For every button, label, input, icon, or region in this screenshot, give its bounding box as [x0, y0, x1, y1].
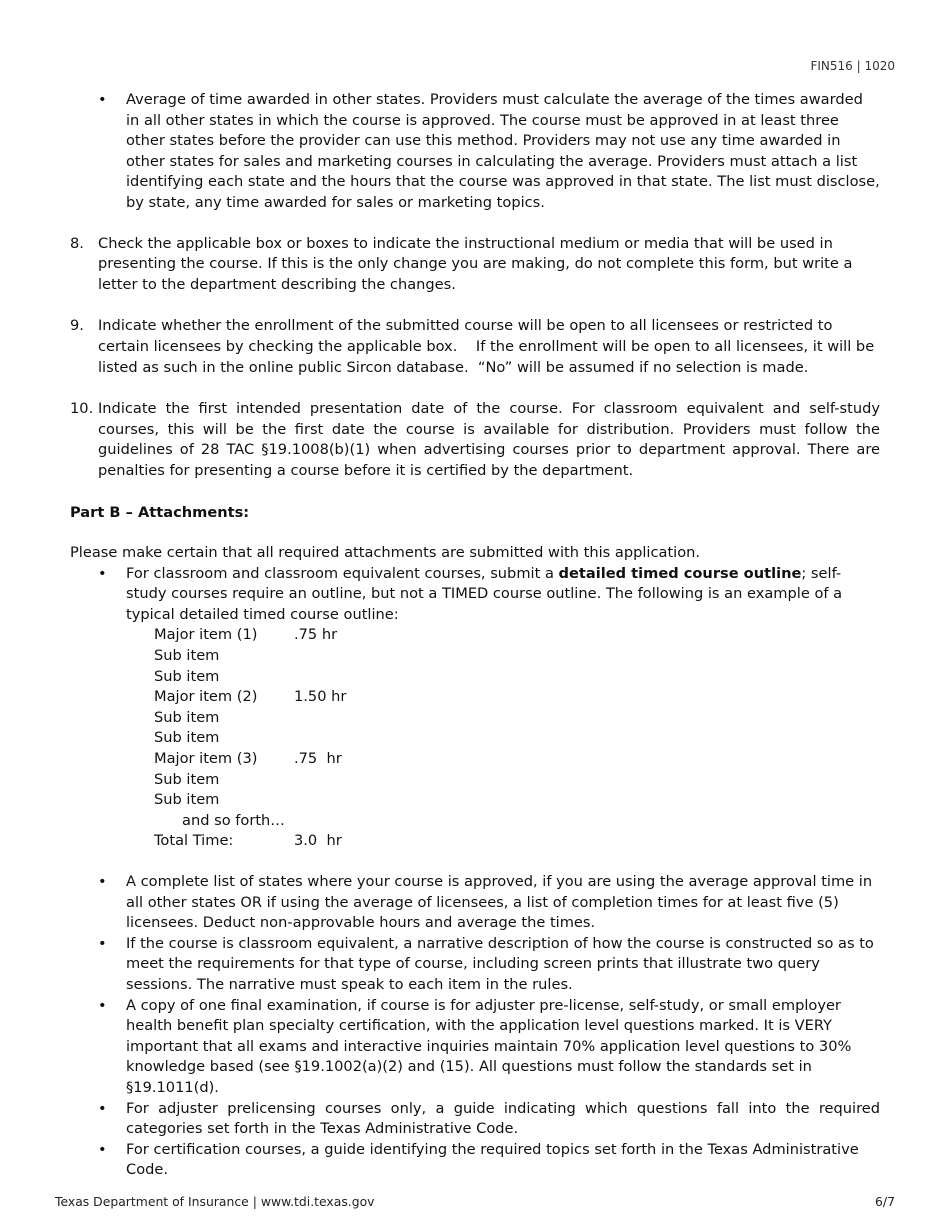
document-body: [70, 90, 880, 1181]
item-text: Indicate whether the enrollment of the submitted course will be open to all licensees or restricted to certain licensees by checking the applicable box. If the enrollment will be open to all licensees, it will be listed as such in the online public Sircon database. “No” will be assumed if no selection is made.: [98, 317, 879, 376]
bullet-final-exam: • A copy of one final examination, if course is for adjuster pre-license, self-study, or small employer health benefit plan specialty certification, with the application level questions marked. It is VERY important that all exams and interactive inquiries maintain 70% application level questions to 30% knowledge based (see §19.1002(a)(2) and (15). All questions must follow the standards set in §19.1011(d).: [70, 996, 880, 1099]
instruction-item-10: [70, 399, 880, 481]
outline-row: [154, 646, 880, 667]
item-number: 10.: [70, 400, 94, 418]
outline-row: [154, 687, 880, 708]
bullet-states-list: • A complete list of states where your course is approved, if you are using the average approval time in all other states OR if using the average of licensees, a list of completion times for at least five (5) licensees. Deduct non-approvable hours and average the times.: [70, 872, 880, 934]
bullet-certification-guide: • For certification courses, a guide identifying the required topics set forth in the Texas Administrative Code.: [70, 1140, 880, 1181]
outline-item-time: .75 hr: [294, 626, 338, 644]
part-b-title: Part B – Attachments:: [70, 503, 250, 521]
item-text: Check the applicable box or boxes to indicate the instructional medium or media that will be used in presenting the course. If this is the only change you are making, do not complete this form, but write a letter to the department describing the changes.: [98, 234, 853, 293]
outline-item-name: Sub item: [154, 708, 220, 726]
outline-item-time: .75 hr: [294, 750, 342, 768]
outline-item-name: Sub item: [154, 667, 220, 685]
course-outline-example: [70, 625, 880, 852]
outline-item-name: Sub item: [154, 791, 220, 809]
outline-item-name: Major item (2): [154, 688, 258, 706]
item-text: Indicate the first intended presentation date of the course. For classroom equivalent and self-study courses, this will be the first date the course is available for distribution. Providers must follow the guidelines of 28 TAC §19.1008(b)(1) when advertising courses prior to department approval. There are penalties for presenting a course before it is certified by the department.: [98, 400, 880, 479]
outline-total-row: [154, 831, 880, 852]
outline-row: [154, 728, 880, 749]
outline-item-name: Major item (1): [154, 626, 258, 644]
outline-item-name: Sub item: [154, 770, 220, 788]
outline-item-time: 1.50 hr: [294, 688, 347, 706]
instruction-item-8: [70, 234, 880, 296]
outline-row: [154, 708, 880, 729]
outline-row: [154, 625, 880, 646]
bullet-narrative: • If the course is classroom equivalent, a narrative description of how the course is constructed so as to meet the requirements for that type of course, including screen prints that illustrate two query sessions. The narrative must speak to each item in the rules.: [70, 934, 880, 996]
outline-total-label: Total Time:: [154, 832, 234, 850]
outline-row: [154, 770, 880, 791]
page-number: 6/7: [875, 1194, 895, 1209]
part-b-intro: Please make certain that all required attachments are submitted with this application.: [70, 544, 701, 562]
outline-bullet-bold: detailed timed course outline: [558, 564, 802, 582]
outline-item-name: Sub item: [154, 647, 220, 665]
footer-agency: Texas Department of Insurance | www.tdi.texas.gov: [55, 1194, 375, 1209]
outline-item-name: Major item (3): [154, 750, 258, 768]
item-number: 9.: [70, 317, 84, 335]
bullet-timed-outline: [70, 564, 880, 626]
outline-more: and so forth…: [182, 811, 285, 829]
form-code: FIN516 | 1020: [810, 59, 895, 73]
item-number: 8.: [70, 234, 84, 252]
bullet-average-time: • Average of time awarded in other states. Providers must calculate the average of the times awarded in all other states in which the course is approved. The course must be approved in at least three other states before the provider can use this method. Providers may not use any time awarded in other states for sales and marketing courses in calculating the average. Providers must attach a list identifying each state and the hours that the course was approved in that state. The list must disclose, by state, any time awarded for sales or marketing topics.: [70, 90, 880, 214]
outline-row: [154, 667, 880, 688]
outline-row: [154, 790, 880, 811]
outline-row: [154, 749, 880, 770]
bullet-adjuster-guide: • For adjuster prelicensing courses only, a guide indicating which questions fall into the required categories set forth in the Texas Administrative Code.: [70, 1099, 880, 1140]
outline-item-name: Sub item: [154, 729, 220, 747]
outline-bullet-text-after: ; self- study courses require an outline, but not a TIMED course outline. The following is an example of a typical detailed timed course outline:: [126, 564, 843, 623]
instruction-item-9: [70, 316, 880, 378]
outline-total-time: 3.0 hr: [294, 832, 342, 850]
outline-bullet-text: For classroom and classroom equivalent courses, submit a: [126, 564, 559, 582]
